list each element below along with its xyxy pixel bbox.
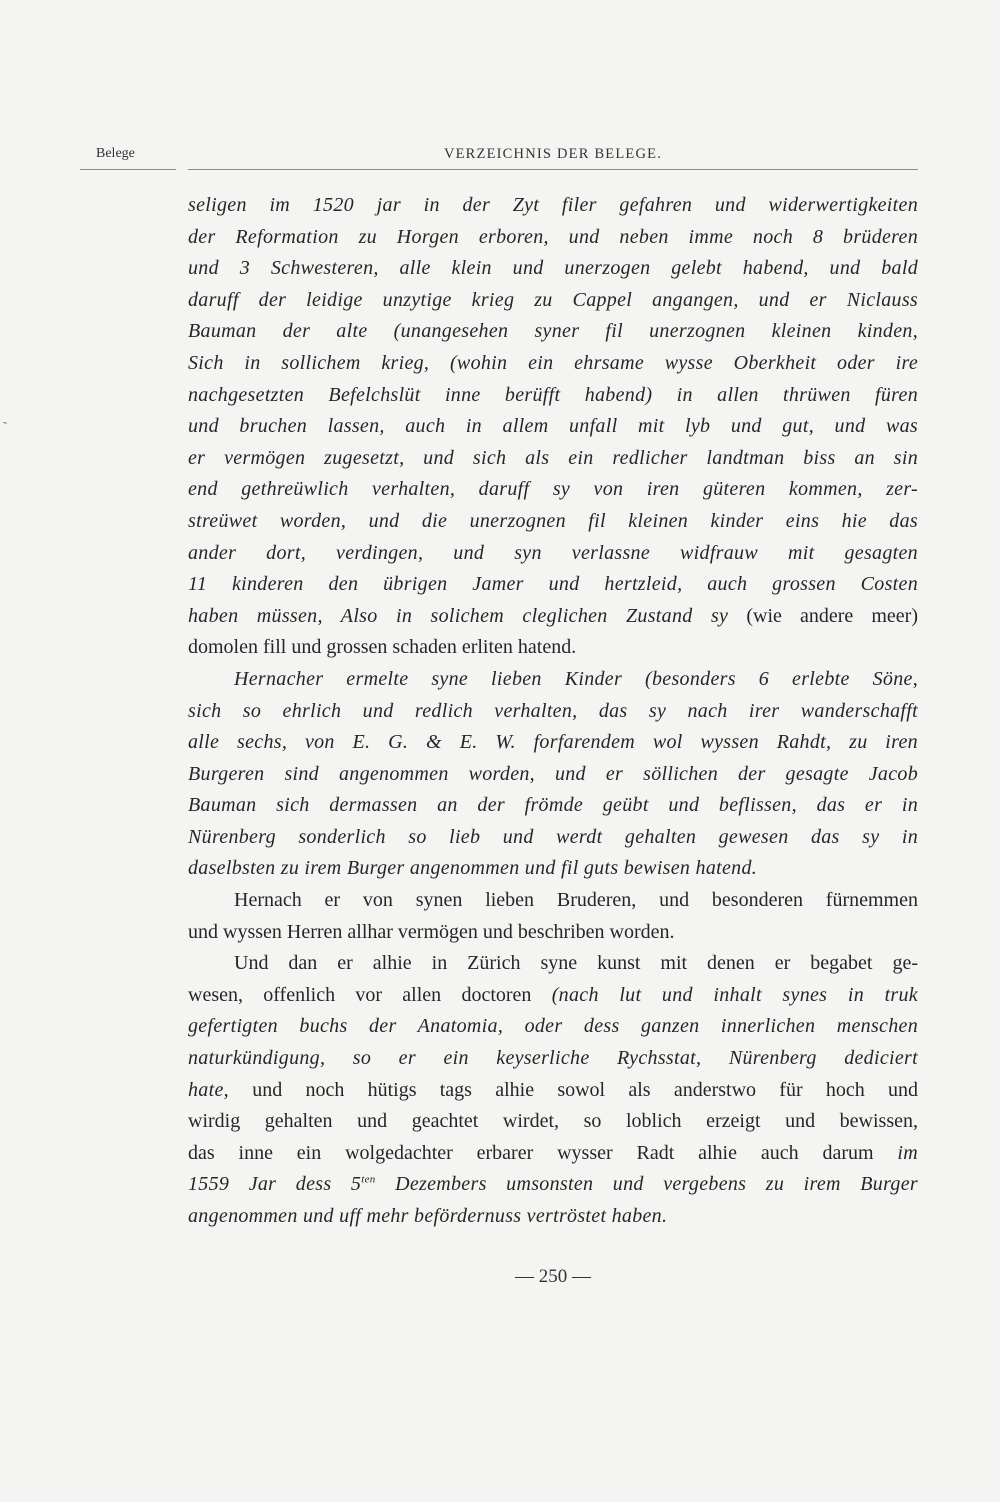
header-side-label: Belege (96, 146, 135, 161)
text-line (188, 727, 918, 759)
text-line (188, 601, 918, 633)
text-line (188, 917, 918, 949)
text-line (188, 1138, 918, 1170)
text-segment: nachgesetzten Befelchslüt inne berüfft habend) in allen thrüwen füren (188, 383, 918, 406)
text-segment: und noch hütigs tags alhie sowol als anderstwo für hoch und (228, 1078, 918, 1101)
text-segment: daruff der leidige unzytige krieg zu Cappel angangen, und er Niclauss (188, 288, 918, 311)
text-line (188, 538, 918, 570)
text-segment: Hernach er von synen lieben Bruderen, und besonderen fürnemmen (234, 889, 918, 912)
text-line (188, 443, 918, 475)
body-text (188, 190, 918, 1233)
text-segment: naturkündigung, so er ein keyserliche Rychsstat, Nürenberg dediciert (188, 1047, 918, 1070)
text-line (188, 380, 918, 412)
text-segment: haben müssen, Also in solichem cleglichen Zustand sy (188, 604, 729, 627)
text-segment: Sich in sollichem krieg, (wohin ein ehrsame wysse Oberkheit oder ire (188, 351, 918, 374)
text-line (188, 1169, 918, 1201)
text-line (188, 285, 918, 317)
text-segment: das inne ein wolgedachter erbarer wysser Radt alhie auch darum (188, 1141, 898, 1164)
text-segment: 11 kinderen den übrigen Jamer und hertzleid, auch grossen Costen (188, 573, 918, 596)
text-segment: daselbsten zu irem Burger angenommen und fil guts bewisen hatend. (188, 857, 758, 880)
paragraph (188, 948, 918, 1232)
text-line (188, 316, 918, 348)
page-number: — 250 — (515, 1266, 591, 1287)
text-line (188, 1201, 918, 1233)
text-segment: er vermögen zugesetzt, und sich als ein redlicher landtman biss an sin (188, 446, 918, 469)
text-line (188, 348, 918, 380)
text-line (188, 948, 918, 980)
text-line (188, 822, 918, 854)
text-line (188, 1106, 918, 1138)
text-segment: seligen im 1520 jar in der Zyt filer gefahren und widerwertigkeiten (188, 194, 918, 216)
text-segment: (wie andere meer) (728, 604, 918, 627)
text-segment: und wyssen Herren allhar vermögen und beschriben worden. (188, 920, 675, 943)
text-line (188, 696, 918, 728)
text-line (188, 569, 918, 601)
text-line (188, 759, 918, 791)
paragraph (188, 190, 918, 664)
text-segment: sich so ehrlich und redlich verhalten, das sy nach irer wanderschafft (188, 699, 918, 722)
text-line (188, 664, 918, 696)
paragraph (188, 885, 918, 948)
text-segment: domolen fill und grossen schaden erliten hatend. (188, 636, 577, 659)
text-line (188, 506, 918, 538)
text-line (188, 253, 918, 285)
text-segment: wesen, offenlich vor allen doctoren (188, 983, 552, 1006)
text-segment: (nach lut und inhalt synes in truk (551, 983, 918, 1006)
text-segment: im (897, 1141, 918, 1164)
text-segment: ander dort, verdingen, und syn verlassne widfrauw mit gesagten (188, 541, 918, 564)
text-segment: angenommen und uff mehr befördernuss vertröstet haben. (188, 1205, 668, 1227)
text-segment: Und dan er alhie in Zürich syne kunst mit denen er begabet ge- (234, 952, 918, 975)
text-line (188, 853, 918, 885)
text-segment: Bauman der alte (unangesehen syner fil unerzognen kleinen kinden, (188, 320, 918, 343)
text-segment: Nürenberg sonderlich so lieb und werdt gehalten gewesen das sy in (188, 825, 918, 848)
header-rule (188, 169, 918, 170)
running-title: VERZEICHNIS DER BELEGE. (443, 146, 663, 162)
paragraph (188, 664, 918, 885)
margin-mark: ˜ (3, 419, 7, 433)
text-segment: und 3 Schwesteren, alle klein und unerzogen gelebt habend, und bald (188, 257, 918, 280)
text-segment: streüwet worden, und die unerzognen fil kleinen kinder eins hie das (188, 509, 918, 532)
text-line (188, 474, 918, 506)
text-segment: alle sechs, von E. G. & E. W. forfarendem wol wyssen Rahdt, zu iren (188, 731, 918, 754)
text-line (188, 1075, 918, 1107)
text-segment: Dezembers umsonsten und vergebens zu irem Burger (375, 1173, 918, 1196)
text-line (188, 980, 918, 1012)
text-line (188, 1011, 918, 1043)
text-segment: Burgeren sind angenommen worden, und er söllichen der gesagte Jacob (188, 762, 918, 785)
text-line (188, 190, 918, 222)
header-side-rule (80, 169, 176, 170)
text-line (188, 222, 918, 254)
text-segment: der Reformation zu Horgen erboren, und neben imme noch 8 brüderen (188, 225, 918, 248)
text-line (188, 790, 918, 822)
text-segment: wirdig gehalten und geachtet wirdet, so loblich erzeigt und bewissen, (188, 1110, 918, 1133)
text-segment: end gethreüwlich verhalten, daruff sy von iren güteren kommen, zer- (188, 478, 918, 501)
text-line (188, 411, 918, 443)
text-segment: Hernacher ermelte syne lieben Kinder (besonders 6 erlebte Söne, (234, 667, 918, 690)
text-line (188, 885, 918, 917)
superscript: ten (361, 1173, 376, 1186)
text-line (188, 1043, 918, 1075)
text-segment: hate, (188, 1078, 229, 1101)
text-segment: gefertigten buchs der Anatomia, oder dess ganzen innerlichen menschen (188, 1015, 918, 1038)
text-segment: Bauman sich dermassen an der frömde geübt und beflissen, das er in (188, 794, 918, 817)
text-segment: und bruchen lassen, auch in allem unfall mit lyb und gut, und was (188, 415, 918, 438)
text-segment: 1559 Jar dess 5 (188, 1173, 362, 1196)
text-line (188, 632, 918, 664)
